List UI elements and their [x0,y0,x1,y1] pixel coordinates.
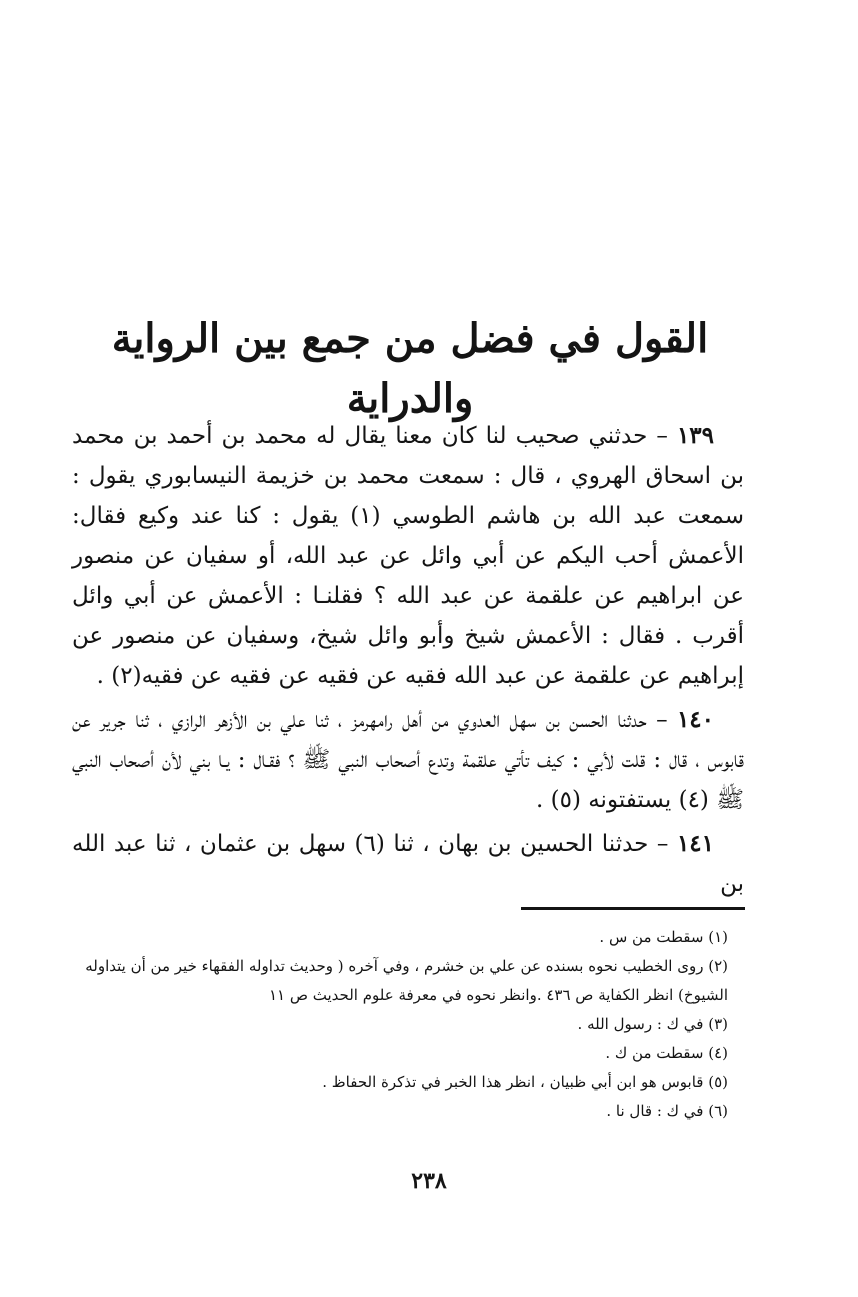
footnote-divider [521,907,745,910]
footnote: (٢) روى الخطيب نحوه بسنده عن علي بن خشرم ، وفي آخره ( وحديث تداوله الفقهاء خير من أن يتداوله الشيوخ) انظر الكفاية ص ٤٣٦ .وانظر نحوه في معرفة علوم الحديث ص ١١ [85,957,728,1004]
hadith-paragraph [72,824,744,904]
footnote: (٥) قابوس هو ابن أبي ظبيان ، انظر هذا الخبر في تذكرة الحفاظ . [322,1073,728,1091]
hadith-text: – حدثنا الحسن بن سهل العدوي من أهل رامهرمز ، ثنا علي بن الأزهر الرازي ، ثنا جرير عن قابوس ، قال : قلت لأبي : كيف تأتي علقمة وتدع أصحاب النبي ﷺ ؟ فقـال : يـا بني لأن أصحاب النبي ﷺ (٤) يستفتونه (٥) . [72,707,744,813]
hadith-text: – حدثنا الحسين بن بهان ، ثنا (٦) سهل بن عثمان ، ثنا عبد الله بن [72,831,744,897]
hadith-number: ١٣٩ [676,422,714,449]
footnote: (٤) سقطت من ك . [605,1044,728,1062]
hadith-number: ١٤٠ [676,706,714,733]
hadith-paragraph [72,416,744,696]
footnote: (١) سقطت من س . [599,928,728,946]
chapter-title: القول في فضل من جمع بين الرواية والدراية [111,314,709,422]
hadith-paragraph [72,700,744,820]
footnote: (٦) في ك : قال نا . [606,1102,728,1120]
page-number: ٢٣٨ [411,1168,447,1194]
main-text [72,416,744,908]
footnotes [72,923,728,1126]
footnote: (٣) في ك : رسول الله . [577,1015,728,1033]
hadith-number: ١٤١ [676,830,714,857]
hadith-text: – حدثني صحيب لنا كان معنا يقال له محمد بن أحمد بن محمد بن اسحاق الهروي ، قال : سمعت محمد بن خزيمة النيسابوري يقول : سمعت عبد الله بن هاشم الطوسي (١) يقول : كنا عند وكيع فقال: الأعمش أحب اليكم عن أبي وائل عن عبد الله، أو سفيان عن منصور عن ابراهيم عن علقمة عن عبد الله ؟ فقلنـا : الأعمش عن أبي وائل أقرب . فقال : الأعمش شيخ وأبو وائل شيخ، وسفيان عن منصور عن إبراهيم عن علقمة عن عبد الله فقيه عن فقيه عن فقيه عن فقيه(٢) . [72,423,744,689]
